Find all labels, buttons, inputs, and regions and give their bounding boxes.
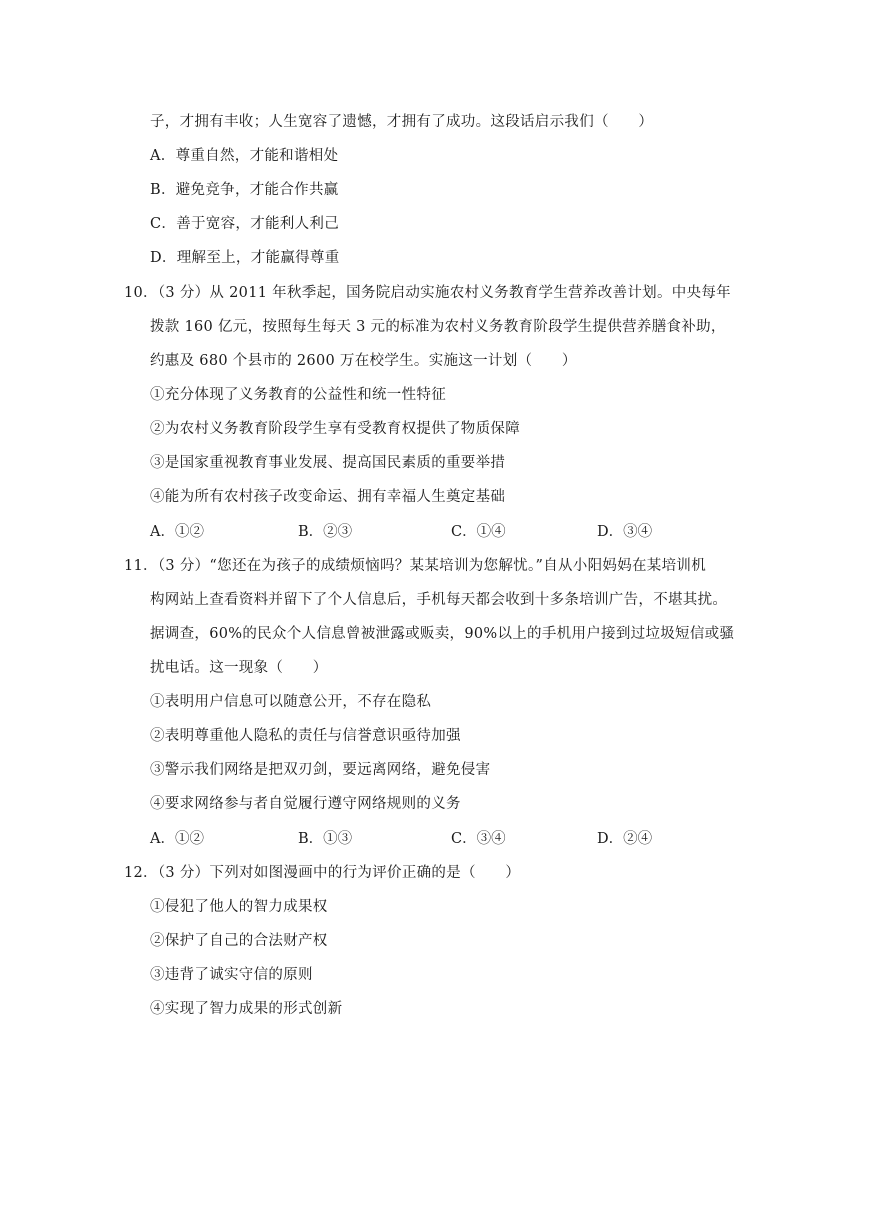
q12-statement-3: ③违背了诚实守信的原则 [150, 967, 313, 983]
q11-statement-2: ②表明尊重他人隐私的责任与信誉意识亟待加强 [150, 728, 461, 744]
q9-option-d: D．理解至上，才能赢得尊重 [150, 250, 340, 266]
q10-choice-d: D．③④ [597, 524, 653, 540]
q10-stem-line-3: 约惠及 680 个县市的 2600 万在校学生。实施这一计划（ ） [150, 353, 577, 369]
q10-statement-3: ③是国家重视教育事业发展、提高国民素质的重要举措 [150, 455, 506, 471]
q10-statement-2: ②为农村义务教育阶段学生享有受教育权提供了物质保障 [150, 421, 520, 437]
q11-stem-line-3: 据调查，60%的民众个人信息曾被泄露或贩卖，90%以上的手机用户接到过垃圾短信或骚 [150, 626, 735, 642]
q11-statement-4: ④要求网络参与者自觉履行遵守网络规则的义务 [150, 796, 461, 812]
q12-statement-1: ①侵犯了他人的智力成果权 [150, 899, 328, 915]
q11-choice-c: C．③④ [451, 831, 506, 847]
q12-stem: 12．（3 分）下列对如图漫画中的行为评价正确的是（ ） [124, 865, 521, 881]
q12-statement-4: ④实现了智力成果的形式创新 [150, 1001, 343, 1017]
q9-stem-continuation: 子，才拥有丰收；人生宽容了遗憾，才拥有了成功。这段话启示我们（ ） [150, 114, 654, 130]
q11-choice-a: A．①② [150, 831, 204, 847]
q11-choice-b: B．①③ [298, 831, 353, 847]
q10-stem-line-2: 拨款 160 亿元，按照每生每天 3 元的标准为农村义务教育阶段学生提供营养膳食补助， [150, 319, 726, 335]
q11-statement-3: ③警示我们网络是把双刃剑，要远离网络，避免侵害 [150, 762, 491, 778]
q12-statement-2: ②保护了自己的合法财产权 [150, 933, 328, 949]
q11-statement-1: ①表明用户信息可以随意公开，不存在隐私 [150, 694, 432, 710]
q11-stem-line-1: 11．（3 分）“您还在为孩子的成绩烦恼吗？某某培训为您解忧。”自从小阳妈妈在某培训机 [124, 558, 707, 574]
q9-option-c: C．善于宽容，才能利人利己 [150, 216, 339, 232]
q11-stem-line-4: 扰电话。这一现象（ ） [150, 660, 328, 676]
q10-choice-b: B．②③ [298, 524, 353, 540]
q10-statement-4: ④能为所有农村孩子改变命运、拥有幸福人生奠定基础 [150, 489, 506, 505]
q10-stem-line-1: 10．（3 分）从 2011 年秋季起，国务院启动实施农村义务教育学生营养改善计划。中央每年 [124, 285, 731, 301]
q10-choice-c: C．①④ [451, 524, 506, 540]
q11-choice-d: D．②④ [597, 831, 653, 847]
q10-statement-1: ①充分体现了义务教育的公益性和统一性特征 [150, 387, 446, 403]
q11-stem-line-2: 构网站上查看资料并留下了个人信息后，手机每天都会收到十多条培训广告，不堪其扰。 [150, 592, 728, 608]
q9-option-a: A．尊重自然，才能和谐相处 [150, 148, 339, 164]
q10-choice-a: A．①② [150, 524, 204, 540]
q9-option-b: B．避免竞争，才能合作共赢 [150, 182, 339, 198]
